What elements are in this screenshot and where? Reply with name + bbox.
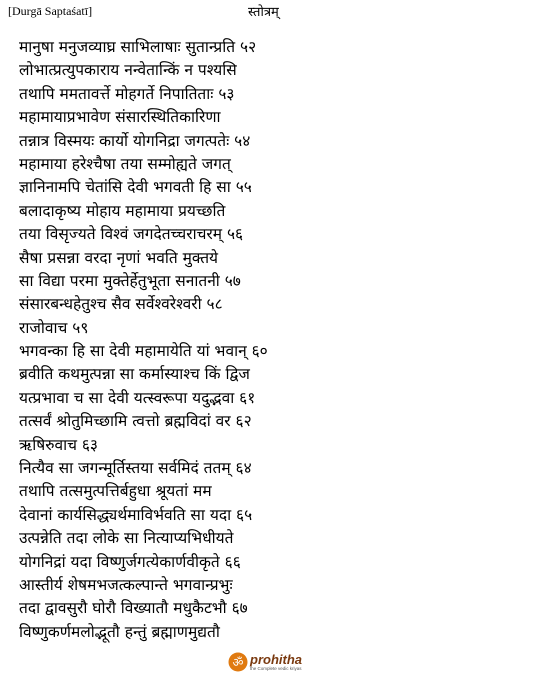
verse-line: नित्यैव सा जगन्मूर्तिस्तया सर्वमिदं ततम् ६४ xyxy=(19,459,252,478)
verse-line: सा विद्या परमा मुक्तेर्हेतुभूता सनातनी ५७ xyxy=(19,271,241,290)
publisher-logo xyxy=(228,651,302,673)
verse-line: ज्ञानिनामपि चेतांसि देवी भगवती हि सा ५५ xyxy=(19,178,252,197)
verse-line: तया विसृज्यते विश्वं जगदेतच्चराचरम् ५६ xyxy=(19,225,244,244)
logo-tagline: the Complete vedic kriyas xyxy=(250,665,302,671)
verse-line: तन्नात्र विस्मयः कार्यो योगनिद्रा जगत्पतेः ५४ xyxy=(19,131,251,150)
verse-line: बलादाकृष्य मोहाय महामाया प्रयच्छति xyxy=(19,201,226,220)
section-title: स्तोत्रम् xyxy=(248,5,279,20)
verse-line: लोभात्प्रत्युपकाराय नन्वेतान्किं न पश्यसि xyxy=(19,61,237,80)
verse-line: तथापि तत्समुत्पत्तिर्बहुधा श्रूयतां मम xyxy=(19,482,212,501)
verse-line: यत्प्रभावा च सा देवी यत्स्वरूपा यदुद्भवा ६१ xyxy=(19,388,256,407)
book-title: [Durgā Saptaśatī] xyxy=(8,4,93,18)
verse-line: सैषा प्रसन्ना वरदा नृणां भवति मुक्तये xyxy=(19,248,219,267)
verse-line: ब्रवीति कथमुत्पन्ना सा कर्मास्याश्च किं द्विज xyxy=(19,365,250,384)
verse-line: उत्पन्नेति तदा लोके सा नित्याप्यभिधीयते xyxy=(19,529,234,548)
svg-text:ॐ: ॐ xyxy=(232,655,244,670)
verse-line: भगवन्का हि सा देवी महामायेति यां भवान् ६० xyxy=(19,342,268,361)
verse-line: महामायाप्रभावेण संसारस्थितिकारिणा xyxy=(19,108,221,127)
verse-line: संसारबन्धहेतुश्च सैव सर्वेश्वरेश्वरी ५८ xyxy=(19,295,223,314)
verse-line: मानुषा मनुजव्याघ्र साभिलाषाः सुतान्प्रति ५२ xyxy=(19,38,257,56)
verse-line: देवानां कार्यसिद्ध्यर्थमाविर्भवति सा यदा ६५ xyxy=(19,505,253,524)
verse-line: आस्तीर्य शेषमभजत्कल्पान्ते भगवान्प्रभुः xyxy=(19,575,233,594)
verse-line: तदा द्वावसुरौ घोरौ विख्यातौ मधुकैटभौ ६७ xyxy=(19,599,248,618)
verse-line: तथापि ममतावर्त्ते मोहगर्ते निपातिताः ५३ xyxy=(19,84,235,103)
verse-line: तत्सर्वं श्रोतुमिच्छामि त्वत्तो ब्रह्मविदां वर ६२ xyxy=(19,412,252,431)
verse-line: राजोवाच ५९ xyxy=(19,318,89,337)
logo-name: prohitha xyxy=(250,651,302,667)
verse-line: योगनिद्रां यदा विष्णुर्जगत्येकार्णवीकृते ६६ xyxy=(19,552,241,571)
om-icon xyxy=(228,652,248,672)
verse-line: महामाया हरेश्चैषा तया सम्मोह्यते जगत् xyxy=(19,154,231,173)
verse-line: विष्णुकर्णमलोद्भूतौ हन्तुं ब्रह्माणमुद्यतौ xyxy=(19,622,220,641)
verse-list xyxy=(19,36,268,644)
verse-line: ऋषिरुवाच ६३ xyxy=(19,435,98,454)
